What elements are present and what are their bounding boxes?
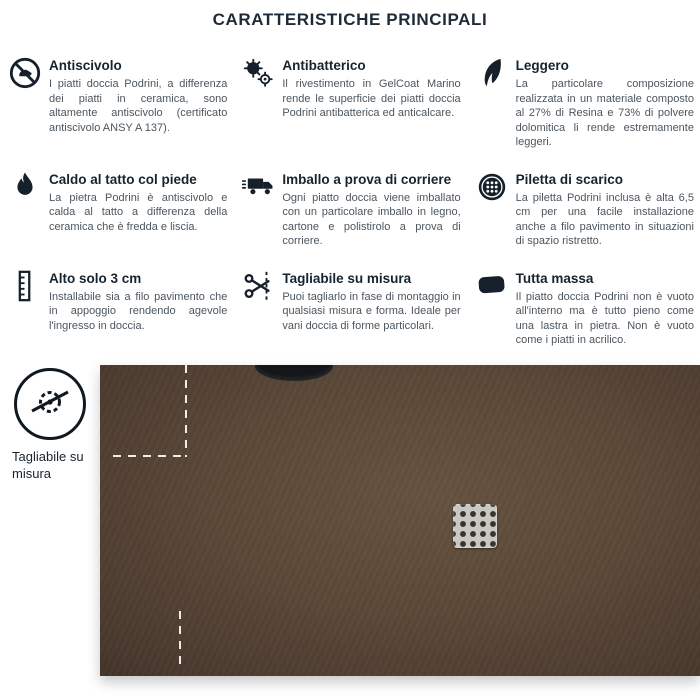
drain-grate — [453, 504, 497, 548]
feature-body: Ogni piatto doccia viene imballato con un particolare imballo in legno, cartone e polistirolo a prova di corriere. — [282, 191, 461, 247]
feature-body: Installabile sia a filo pavimento che in appoggio rendendo agevole l'ingresso in doccia. — [49, 290, 228, 332]
feature-title: Leggero — [515, 58, 569, 73]
feature-piletta — [475, 172, 694, 249]
flame-icon — [8, 170, 42, 204]
page-title: CARATTERISTICHE PRINCIPALI — [212, 10, 488, 29]
ruler-icon — [8, 269, 42, 303]
feature-tagliabile — [241, 271, 460, 348]
drain-icon — [475, 170, 509, 204]
shower-tray-image — [100, 365, 700, 676]
feature-caldo-al-tatto — [8, 172, 227, 249]
feature-title: Antiscivolo — [49, 58, 122, 73]
feature-body: Il piatto doccia Podrini non è vuoto all'interno ma è tutto pieno come una lastra in pietra. Non è vuoto come i piatti in acrilico. — [515, 290, 694, 346]
feature-title: Piletta di scarico — [515, 171, 623, 187]
feature-body: Il rivestimento in GelCoat Marino rende le superficie dei piatti doccia Podrini antibatterica ed anticalcare. — [282, 78, 461, 119]
feature-leggero — [475, 58, 694, 150]
features-grid — [8, 58, 694, 348]
feature-title: Tutta massa — [515, 270, 594, 286]
feature-antiscivolo — [8, 58, 227, 150]
feather-icon — [475, 56, 509, 90]
feature-title: Imballo a prova di corriere — [282, 171, 452, 187]
feature-title: Antibatterico — [282, 58, 366, 73]
cut-line-horizontal — [113, 455, 186, 457]
solid-slab-icon — [475, 269, 509, 303]
bacteria-icon — [241, 56, 275, 90]
feature-title: Caldo al tatto col piede — [49, 171, 197, 187]
feature-alto-3cm — [8, 271, 227, 348]
scissors-icon — [241, 269, 275, 303]
feature-tutta-massa — [475, 271, 694, 348]
feature-body: Puoi tagliarlo in fase di montaggio in qualsiasi misura e forma. Ideale per vani doccia di forme particolari. — [282, 290, 461, 332]
feature-imballo — [241, 172, 460, 249]
delivery-truck-icon — [241, 170, 275, 204]
feature-antibatterico — [241, 58, 460, 150]
stone-texture — [100, 365, 700, 676]
feature-title: Tagliabile su misura — [282, 270, 412, 286]
cuttable-badge — [14, 368, 86, 440]
cuttable-badge-label: Tagliabile su misura — [12, 449, 84, 481]
feature-body: La particolare composizione realizzata in un materiale composto al 27% di Resina e 73% di polvere dolomitica li rende estremamente leggeri. — [515, 78, 694, 148]
cut-line-vertical — [185, 365, 187, 457]
feature-body: La pietra Podrini è antiscivolo e calda al tatto a differenza della ceramica che è fredda e liscia. — [49, 191, 228, 233]
feature-title: Alto solo 3 cm — [49, 270, 142, 286]
circular-saw-icon — [27, 379, 73, 430]
feature-body: La piletta Podrini inclusa è alta 6,5 cm per una facile installazione anche a filo pavimento in situazioni di spazio ristretto. — [515, 191, 694, 247]
feature-body: I piatti doccia Podrini, a differenza dei piatti in ceramica, sono altamente antiscivolo (certificato antiscivolo ANSY A 137). — [49, 78, 228, 134]
cut-line-bottom — [179, 611, 181, 669]
no-slip-icon — [8, 56, 42, 90]
